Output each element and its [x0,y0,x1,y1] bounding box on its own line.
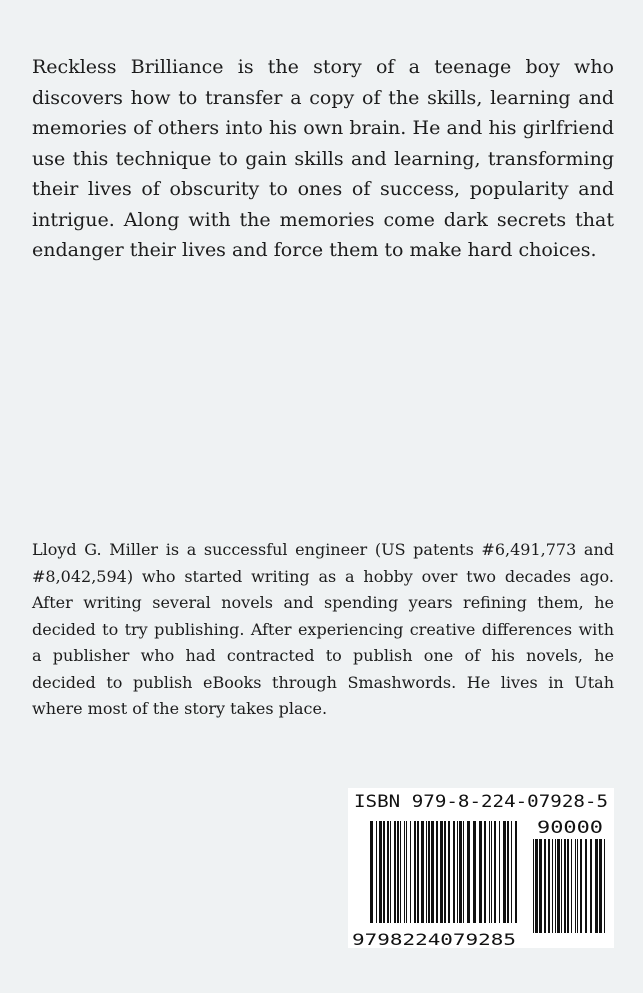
barcode-bar [575,839,576,933]
barcode-bar [499,821,500,923]
barcode-bar [557,839,560,933]
barcode-bar [421,821,424,923]
barcode-bar [503,821,506,923]
barcode-digits: 9798224079285 [352,930,516,948]
barcode-bar [383,821,385,923]
barcode-bar [484,821,486,923]
barcode-bar [548,839,550,933]
barcode-bar [410,821,411,923]
author-bio: Lloyd G. Miller is a successful engineer (US patents #6,491,773 and #8,042,594) who started writing as a hobby over two decades ago. After writing several novels and spending years refining them, he decided to try publishing. After experiencing creative differences with a publisher who had contracted to publish one of his novels, he decided to publish eBooks through Smashwords. He lives in Utah where most of the story takes place. [32,540,614,718]
barcode-bar [426,821,427,923]
price-code: 90000 [537,818,603,838]
isbn-label: ISBN 979-8-224-07928-5 [354,792,608,812]
barcode-bar [390,821,391,923]
barcode-bar [473,821,476,923]
addon-barcode-bars [533,839,605,933]
book-synopsis: Reckless Brilliance is the story of a teenage boy who discovers how to transfer a copy of the skills, learning and memories of others into his own brain. He and his girlfriend use this technique to gain skills and learning, transforming their lives of obscurity to ones of success, popularity and intrigue. Along with the memories come dark secrets that endanger their lives and force them to make hard choices. [32,56,614,261]
barcode-bar [552,839,553,933]
barcode-bar [564,839,566,933]
barcode-bar [428,821,430,923]
barcode-bar [539,839,542,933]
barcode-bar [494,821,496,923]
barcode-bar [561,839,562,933]
barcode-bar [394,821,396,923]
barcode-bar [457,821,458,923]
barcode-bar [533,839,534,933]
barcode-bar [571,839,572,933]
barcode-bar [585,839,587,933]
barcode-bar [387,821,389,923]
barcode-bar [448,821,450,923]
barcode-bar [544,839,546,933]
barcode-bar [431,821,434,923]
barcode-bar [515,821,517,923]
barcode-bar [463,821,464,923]
barcode-bar [417,821,419,923]
barcode-bar [459,821,462,923]
barcode-bar [580,839,582,933]
barcode-bar [440,821,443,923]
barcode-bar [577,839,578,933]
barcode-bar [400,821,401,923]
barcode-bar [404,821,405,923]
barcode-graphic [348,788,614,948]
barcode-bar [397,821,399,923]
barcode-bar [414,821,416,923]
barcode-bar [491,821,492,923]
barcode-bar [489,821,490,923]
barcode-bar [379,821,382,923]
barcode-bar [555,839,556,933]
barcode-bar [479,821,482,923]
barcode-bar [604,839,605,933]
barcode-bar [535,839,538,933]
barcode-bar [511,821,512,923]
barcode-bar [376,821,377,923]
barcode-bar [507,821,509,923]
barcode-bar [406,821,407,923]
barcode-bar [567,839,569,933]
barcode-bar [444,821,446,923]
main-barcode-bars [370,821,517,923]
barcode-bar [453,821,455,923]
isbn-barcode [348,788,614,948]
barcode-bar [599,839,602,933]
barcode-bar [590,839,592,933]
barcode-bar [436,821,438,923]
barcode-bar [467,821,470,923]
barcode-bar [595,839,598,933]
barcode-bar [370,821,373,923]
